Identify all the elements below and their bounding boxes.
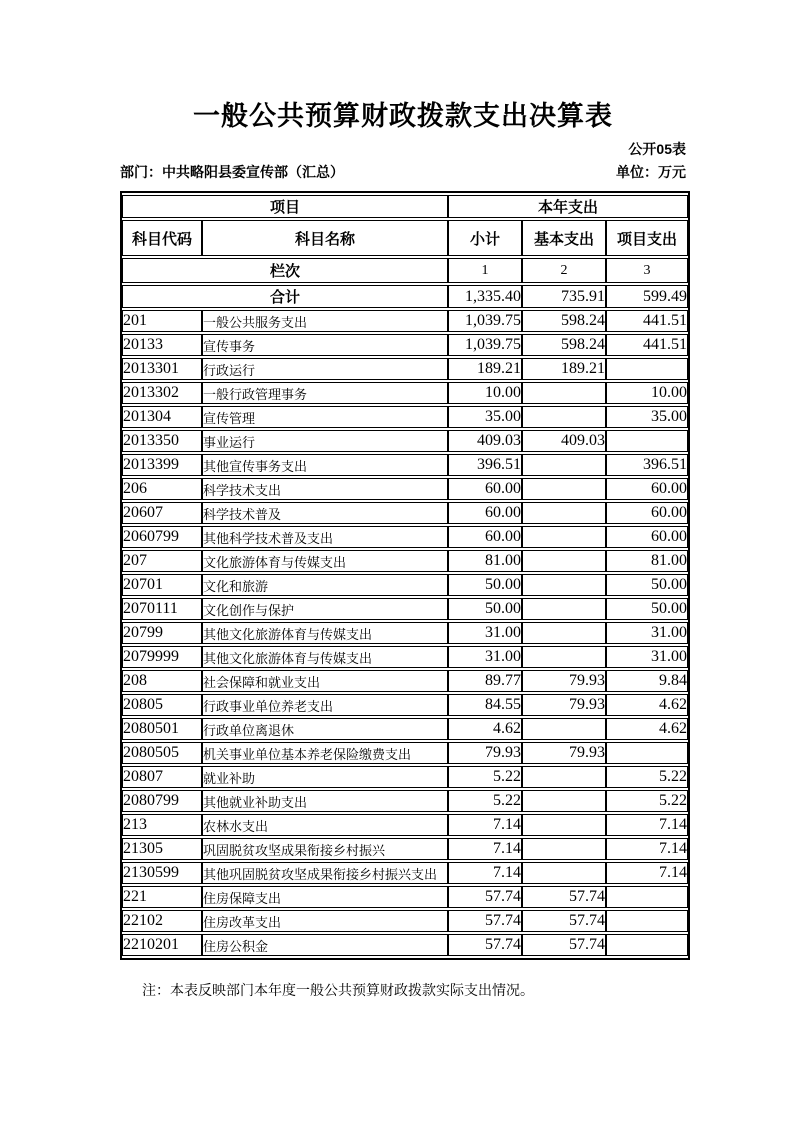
cell-project-expenditure: [606, 742, 688, 764]
cell-subtotal: 5.22: [448, 766, 522, 788]
cell-subject-code: 2130599: [122, 862, 202, 884]
cell-subject-name: 其他就业补助支出: [202, 790, 448, 812]
footnote: 注：本表反映部门本年度一般公共预算财政拨款实际支出情况。: [142, 984, 534, 999]
cell-basic-expenditure: [522, 550, 606, 572]
cell-project-expenditure: [606, 910, 688, 932]
cell-subtotal: 84.55: [448, 694, 522, 716]
cell-subject-name: 一般行政管理事务: [202, 382, 448, 404]
header-columns-row: [122, 220, 688, 256]
document-page: [120, 0, 686, 1000]
cell-subject-code: 221: [122, 886, 202, 908]
cell-subject-code: 21305: [122, 838, 202, 860]
expenditure-table: [120, 191, 690, 960]
table-row: [122, 382, 688, 404]
cell-project-expenditure: 81.00: [606, 550, 688, 572]
cell-basic-expenditure: [522, 574, 606, 596]
meta-line: [120, 162, 686, 182]
cell-subtotal: 57.74: [448, 910, 522, 932]
table-row: [122, 358, 688, 380]
cell-subject-name: 文化和旅游: [202, 574, 448, 596]
cell-subtotal: 50.00: [448, 574, 522, 596]
header-col-index-3: 3: [606, 258, 688, 283]
cell-subject-code: 206: [122, 478, 202, 500]
cell-subtotal: 31.00: [448, 646, 522, 668]
public-table-number: 公开05表: [628, 141, 686, 157]
table-row: [122, 862, 688, 884]
cell-subtotal: 1,039.75: [448, 334, 522, 356]
cell-project-expenditure: 35.00: [606, 406, 688, 428]
cell-subject-code: 2210201: [122, 934, 202, 956]
cell-subject-name: 农林水支出: [202, 814, 448, 836]
cell-subject-code: 2080505: [122, 742, 202, 764]
cell-basic-expenditure: [522, 598, 606, 620]
cell-project-expenditure: 31.00: [606, 646, 688, 668]
cell-subject-code: 20133: [122, 334, 202, 356]
header-current-year-group: 本年支出: [448, 195, 688, 218]
cell-subject-name: 科学技术普及: [202, 502, 448, 524]
cell-subject-name: 住房公积金: [202, 934, 448, 956]
cell-subtotal: 7.14: [448, 814, 522, 836]
cell-subject-name: 文化创作与保护: [202, 598, 448, 620]
cell-basic-expenditure: [522, 478, 606, 500]
cell-subject-code: 2080799: [122, 790, 202, 812]
cell-subject-code: 20799: [122, 622, 202, 644]
cell-basic-expenditure: [522, 382, 606, 404]
cell-subject-code: 20807: [122, 766, 202, 788]
cell-basic-expenditure: [522, 406, 606, 428]
cell-subject-name: 其他文化旅游体育与传媒支出: [202, 646, 448, 668]
cell-basic-expenditure: 79.93: [522, 670, 606, 692]
cell-project-expenditure: 5.22: [606, 790, 688, 812]
cell-subject-name: 住房改革支出: [202, 910, 448, 932]
header-group-row: [122, 195, 688, 218]
cell-basic-expenditure: [522, 502, 606, 524]
cell-subject-name: 宣传管理: [202, 406, 448, 428]
cell-basic-expenditure: [522, 622, 606, 644]
cell-subject-name: 一般公共服务支出: [202, 310, 448, 332]
table-row: [122, 334, 688, 356]
cell-subtotal: 60.00: [448, 502, 522, 524]
cell-subject-name: 行政事业单位养老支出: [202, 694, 448, 716]
cell-project-expenditure: 31.00: [606, 622, 688, 644]
table-row: [122, 742, 688, 764]
table-row: [122, 430, 688, 452]
cell-subtotal: 60.00: [448, 526, 522, 548]
header-project-group: 项目: [122, 195, 448, 218]
cell-project-expenditure: 10.00: [606, 382, 688, 404]
cell-project-expenditure: 9.84: [606, 670, 688, 692]
table-row: [122, 454, 688, 476]
cell-project-expenditure: 60.00: [606, 502, 688, 524]
header-col-index-2: 2: [522, 258, 606, 283]
cell-basic-expenditure: [522, 718, 606, 740]
table-row: [122, 934, 688, 956]
header-index-row: [122, 258, 688, 283]
cell-subject-code: 2080501: [122, 718, 202, 740]
cell-subtotal: 7.14: [448, 838, 522, 860]
cell-project-expenditure: 5.22: [606, 766, 688, 788]
table-row: [122, 406, 688, 428]
total-basic: 735.91: [522, 285, 606, 308]
cell-basic-expenditure: 57.74: [522, 886, 606, 908]
cell-subject-name: 住房保障支出: [202, 886, 448, 908]
cell-basic-expenditure: [522, 766, 606, 788]
cell-basic-expenditure: 409.03: [522, 430, 606, 452]
table-row: [122, 766, 688, 788]
table-row: [122, 886, 688, 908]
cell-basic-expenditure: 598.24: [522, 334, 606, 356]
cell-project-expenditure: 4.62: [606, 694, 688, 716]
cell-project-expenditure: 7.14: [606, 838, 688, 860]
cell-project-expenditure: [606, 430, 688, 452]
table-row: [122, 814, 688, 836]
total-subtotal: 1,335.40: [448, 285, 522, 308]
cell-project-expenditure: 60.00: [606, 526, 688, 548]
table-row: [122, 502, 688, 524]
cell-subject-name: 社会保障和就业支出: [202, 670, 448, 692]
cell-subject-code: 2060799: [122, 526, 202, 548]
cell-subtotal: 31.00: [448, 622, 522, 644]
cell-subtotal: 57.74: [448, 886, 522, 908]
cell-subject-name: 其他巩固脱贫攻坚成果衔接乡村振兴支出: [202, 862, 448, 884]
cell-basic-expenditure: [522, 526, 606, 548]
cell-subject-code: 208: [122, 670, 202, 692]
table-row: [122, 694, 688, 716]
cell-subject-name: 行政单位离退休: [202, 718, 448, 740]
department-label: 部门：中共略阳县委宣传部（汇总）: [120, 164, 344, 180]
cell-subject-code: 22102: [122, 910, 202, 932]
cell-subject-name: 其他文化旅游体育与传媒支出: [202, 622, 448, 644]
cell-basic-expenditure: 598.24: [522, 310, 606, 332]
cell-subject-name: 其他宣传事务支出: [202, 454, 448, 476]
cell-subject-code: 201: [122, 310, 202, 332]
cell-subtotal: 4.62: [448, 718, 522, 740]
cell-subtotal: 81.00: [448, 550, 522, 572]
table-row: [122, 790, 688, 812]
table-row: [122, 646, 688, 668]
cell-subject-code: 20607: [122, 502, 202, 524]
header-subject-name: 科目名称: [202, 220, 448, 256]
cell-subtotal: 57.74: [448, 934, 522, 956]
cell-project-expenditure: 441.51: [606, 310, 688, 332]
cell-subject-code: 2013399: [122, 454, 202, 476]
cell-basic-expenditure: [522, 862, 606, 884]
cell-basic-expenditure: 189.21: [522, 358, 606, 380]
cell-project-expenditure: 396.51: [606, 454, 688, 476]
table-row: [122, 478, 688, 500]
table-row: [122, 310, 688, 332]
table-row: [122, 670, 688, 692]
page-title: 一般公共预算财政拨款支出决算表: [193, 101, 613, 131]
cell-project-expenditure: [606, 886, 688, 908]
cell-subtotal: 79.93: [448, 742, 522, 764]
cell-subject-code: 201304: [122, 406, 202, 428]
cell-basic-expenditure: [522, 814, 606, 836]
cell-subtotal: 35.00: [448, 406, 522, 428]
cell-project-expenditure: 50.00: [606, 598, 688, 620]
unit-label: 单位：万元: [616, 164, 686, 180]
total-label: 合计: [122, 285, 448, 308]
table-row: [122, 910, 688, 932]
table-row: [122, 574, 688, 596]
table-row: [122, 622, 688, 644]
cell-subject-code: 207: [122, 550, 202, 572]
cell-subtotal: 50.00: [448, 598, 522, 620]
cell-basic-expenditure: [522, 454, 606, 476]
cell-project-expenditure: 7.14: [606, 814, 688, 836]
table-row: [122, 838, 688, 860]
cell-subject-name: 机关事业单位基本养老保险缴费支出: [202, 742, 448, 764]
cell-project-expenditure: 60.00: [606, 478, 688, 500]
cell-basic-expenditure: [522, 838, 606, 860]
total-row: [122, 285, 688, 308]
header-subject-code: 科目代码: [122, 220, 202, 256]
header-project-expenditure: 项目支出: [606, 220, 688, 256]
header-index-label: 栏次: [122, 258, 448, 283]
cell-subtotal: 409.03: [448, 430, 522, 452]
cell-project-expenditure: 441.51: [606, 334, 688, 356]
cell-project-expenditure: [606, 358, 688, 380]
cell-subject-name: 巩固脱贫攻坚成果衔接乡村振兴: [202, 838, 448, 860]
cell-project-expenditure: [606, 934, 688, 956]
cell-subject-code: 2013302: [122, 382, 202, 404]
header-basic-expenditure: 基本支出: [522, 220, 606, 256]
header-subtotal: 小计: [448, 220, 522, 256]
cell-subject-code: 2013350: [122, 430, 202, 452]
cell-subtotal: 1,039.75: [448, 310, 522, 332]
cell-subtotal: 7.14: [448, 862, 522, 884]
header-col-index-1: 1: [448, 258, 522, 283]
cell-subtotal: 5.22: [448, 790, 522, 812]
cell-subject-code: 20701: [122, 574, 202, 596]
cell-subject-name: 文化旅游体育与传媒支出: [202, 550, 448, 572]
cell-subject-code: 2070111: [122, 598, 202, 620]
cell-project-expenditure: 50.00: [606, 574, 688, 596]
cell-basic-expenditure: 57.74: [522, 910, 606, 932]
cell-subtotal: 189.21: [448, 358, 522, 380]
cell-basic-expenditure: 79.93: [522, 742, 606, 764]
cell-basic-expenditure: [522, 646, 606, 668]
cell-project-expenditure: 7.14: [606, 862, 688, 884]
table-row: [122, 550, 688, 572]
total-project: 599.49: [606, 285, 688, 308]
cell-subject-name: 其他科学技术普及支出: [202, 526, 448, 548]
cell-subject-name: 就业补助: [202, 766, 448, 788]
cell-subject-code: 20805: [122, 694, 202, 716]
cell-project-expenditure: 4.62: [606, 718, 688, 740]
cell-basic-expenditure: [522, 790, 606, 812]
table-row: [122, 526, 688, 548]
cell-subject-name: 事业运行: [202, 430, 448, 452]
cell-subject-name: 行政运行: [202, 358, 448, 380]
cell-subject-code: 213: [122, 814, 202, 836]
cell-subject-name: 科学技术支出: [202, 478, 448, 500]
table-row: [122, 718, 688, 740]
table-row: [122, 598, 688, 620]
cell-subtotal: 10.00: [448, 382, 522, 404]
cell-subject-code: 2013301: [122, 358, 202, 380]
cell-basic-expenditure: 57.74: [522, 934, 606, 956]
cell-subject-name: 宣传事务: [202, 334, 448, 356]
cell-subtotal: 89.77: [448, 670, 522, 692]
cell-subtotal: 396.51: [448, 454, 522, 476]
cell-basic-expenditure: 79.93: [522, 694, 606, 716]
cell-subtotal: 60.00: [448, 478, 522, 500]
cell-subject-code: 2079999: [122, 646, 202, 668]
